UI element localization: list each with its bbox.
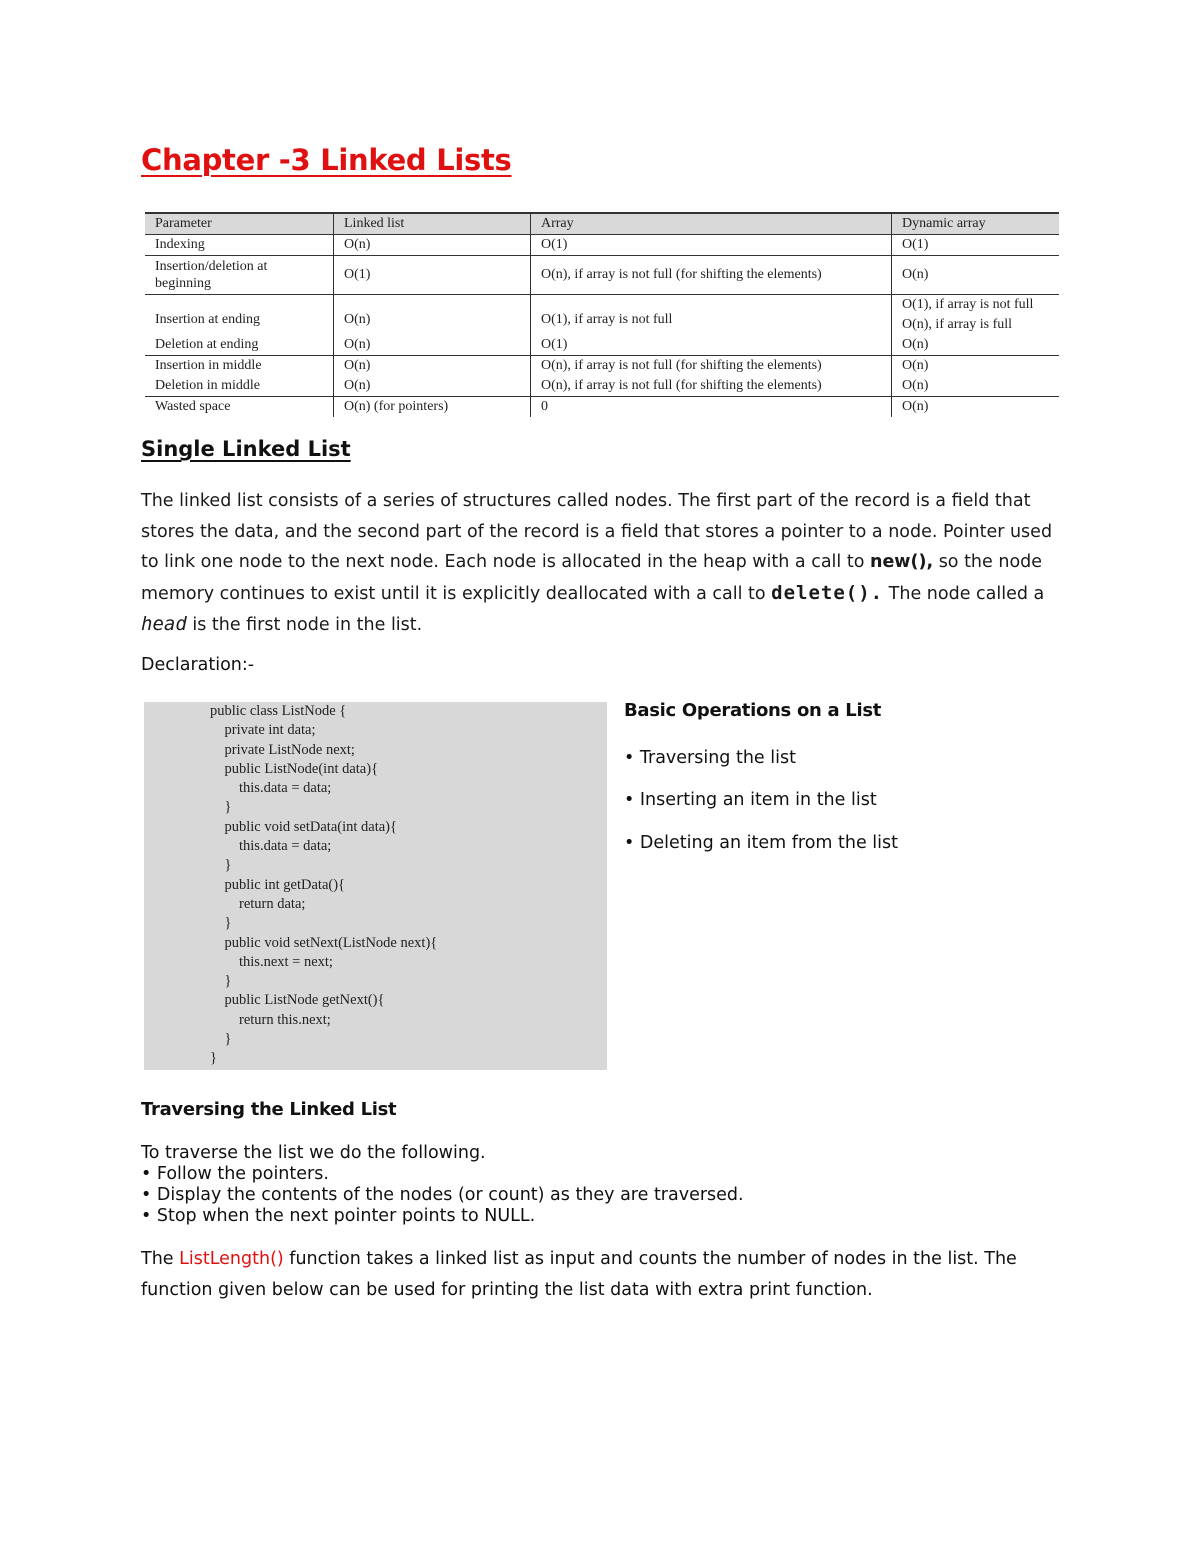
table-row xyxy=(145,376,1059,397)
function-name-listlength: ListLength() xyxy=(179,1249,284,1269)
cell: Wasted space xyxy=(155,399,231,414)
table-row xyxy=(145,235,1059,256)
cell: O(n) xyxy=(334,335,531,356)
cell: O(n) xyxy=(892,397,1060,418)
table-row xyxy=(145,397,1059,418)
cell: O(n) xyxy=(334,235,531,256)
header-parameter: Parameter xyxy=(145,213,334,235)
cell-line: O(1), if array is not full xyxy=(902,297,1034,312)
intro-text: The linked list consists of a series of structures called nodes. The first part of the record is a field that stores the data, and the second part of the record is a field that stores a pointer to a node. Pointer used to link one node to the next node. Each node is allocated in the heap with a call to xyxy=(141,491,1053,572)
intro-paragraph xyxy=(141,486,1061,641)
cell: Insertion at ending xyxy=(155,311,260,327)
cell-line: O(n), if array is full xyxy=(902,317,1013,332)
cell: 0 xyxy=(531,397,892,418)
header-array: Array xyxy=(531,213,892,235)
header-dynamic-array: Dynamic array xyxy=(892,213,1060,235)
cell: Indexing xyxy=(145,235,334,256)
table-row xyxy=(145,256,1059,295)
traversing-heading: Traversing the Linked List xyxy=(141,1099,397,1120)
cell: Deletion at ending xyxy=(145,335,334,356)
traversing-line: • Display the contents of the nodes (or count) as they are traversed. xyxy=(141,1185,744,1205)
cell: O(n) xyxy=(334,295,531,336)
cell: Insertion/deletion at beginning xyxy=(145,256,334,295)
cell: O(1) xyxy=(334,256,531,295)
table-row xyxy=(145,335,1059,356)
table-row xyxy=(145,356,1059,377)
intro-text: so the node memory continues to exist until it is explicitly deallocated with a call to xyxy=(141,552,1043,604)
code-listing: public class ListNode { private int data; private ListNode next; public ListNode(int data){ this.data = data; } public void setData(int data){ this.data = data; } public int getData(){ return data; } public void setNext(ListNode next){ this.next = next; } public ListNode getNext(){ return this.next; } } xyxy=(210,703,438,1067)
operation-item: • Deleting an item from the list xyxy=(624,833,898,853)
header-linked-list: Linked list xyxy=(334,213,531,235)
cell: O(n), if array is not full (for shifting the elements) xyxy=(531,356,892,377)
declaration-label: Declaration:- xyxy=(141,655,255,675)
basic-operations-title: Basic Operations on a List xyxy=(624,700,882,721)
traversing-line: • Stop when the next pointer points to NULL. xyxy=(141,1206,536,1226)
new-call: new(), xyxy=(869,552,934,572)
traversing-line: To traverse the list we do the following. xyxy=(141,1143,486,1163)
traversing-line: • Follow the pointers. xyxy=(141,1164,329,1184)
operation-item: • Traversing the list xyxy=(624,748,796,768)
code-block xyxy=(144,702,607,1070)
intro-text: is the first node in the list. xyxy=(186,615,423,635)
head-word: head xyxy=(141,613,187,635)
cell: O(n), if array is not full (for shifting the elements) xyxy=(531,256,892,295)
cell: O(1) xyxy=(892,235,1060,256)
final-text: function takes a linked list as input and counts the number of nodes in the list. The function given below can be used for printing the list data with extra print function. xyxy=(141,1249,1017,1300)
final-text: The xyxy=(141,1249,180,1269)
cell: O(n) xyxy=(334,356,531,377)
cell: O(n) xyxy=(892,356,1060,377)
cell: O(n) xyxy=(892,335,1060,356)
cell: Deletion in middle xyxy=(145,376,334,397)
delete-call: delete(). xyxy=(771,581,884,604)
comparison-table xyxy=(145,212,1059,417)
chapter-title: Chapter -3 Linked Lists xyxy=(141,143,512,177)
cell: Insertion in middle xyxy=(155,358,262,373)
table-row xyxy=(145,295,1059,336)
cell: O(n), if array is not full (for shifting the elements) xyxy=(531,376,892,397)
cell: O(n) (for pointers) xyxy=(334,397,531,418)
cell: O(n) xyxy=(334,376,531,397)
operation-item: • Inserting an item in the list xyxy=(624,790,877,810)
final-paragraph xyxy=(141,1244,1061,1305)
cell: O(n) xyxy=(892,256,1060,295)
intro-text: The node called a xyxy=(883,583,1045,604)
section-heading-single-linked-list: Single Linked List xyxy=(141,437,351,461)
cell: O(n) xyxy=(892,376,1060,397)
table-header-row xyxy=(145,213,1059,235)
cell: O(1) xyxy=(531,335,892,356)
cell xyxy=(892,295,1060,336)
cell: O(1), if array is not full xyxy=(531,295,892,336)
cell: O(1) xyxy=(531,235,892,256)
